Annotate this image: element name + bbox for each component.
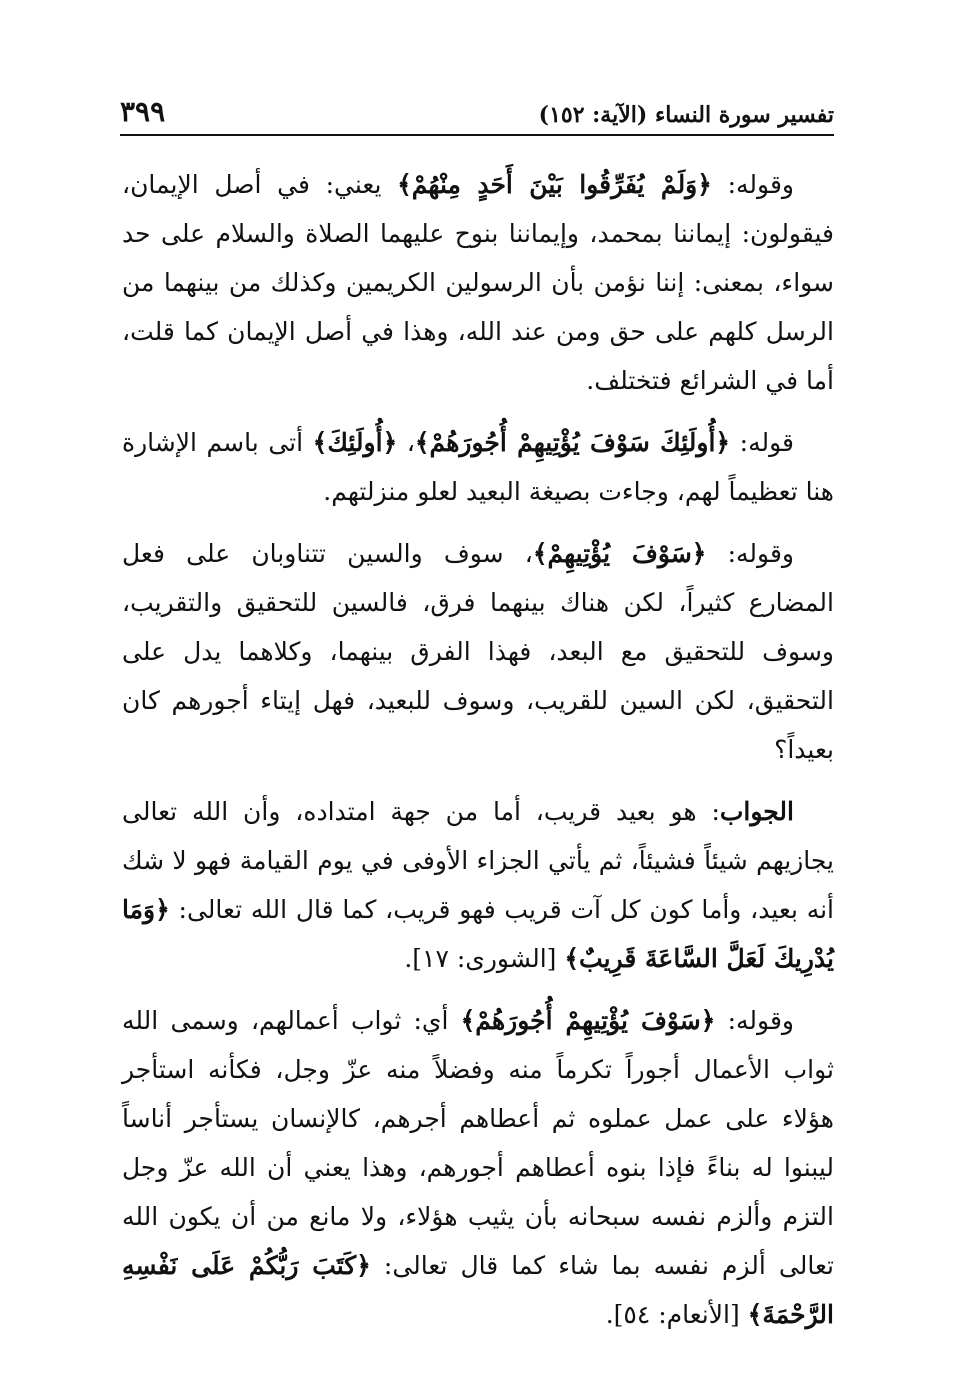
citation: [الأنعام: ٥٤]. — [605, 1300, 748, 1329]
quran-quote: ﴿وَمَا يُدْرِيكَ لَعَلَّ السَّاعَةَ قَرِيبٌ﴾ — [122, 895, 834, 973]
paragraph-text: يعني: في أصل الإيمان، فيقولون: إيماننا بمحمد، وإيماننا بنوح عليهما الصلاة والسلام على حد سواء، بمعنى: إننا نؤمن بأن الرسولين الكريمين وكذلك من بينهما من الرسل كلهم على حق ومن عند الله، وهذا في أصل الإيمان كما قلت، أما في الشرائع فتختلف. — [122, 170, 834, 395]
paragraph-text: : هو بعيد قريب، أما من جهة امتداده، وأن الله تعالى يجازيهم شيئاً فشيئاً، ثم يأتي الجزاء الأوفى في يوم القيامة فهو لا شك أنه بعيد، وأما كون كل آت قريب فهو قريب، كما قال الله تعالى: — [122, 797, 834, 924]
answer-label: الجواب — [719, 797, 794, 826]
paragraph-intro: وقوله: — [711, 170, 794, 199]
page-number: ٣٩٩ — [120, 95, 166, 128]
paragraph-2 — [122, 418, 834, 516]
quran-quote: ﴿سَوْفَ يُؤْتِيهِمْ أُجُورَهُمْ﴾ — [460, 1006, 716, 1035]
paragraph-3 — [122, 529, 834, 774]
separator: ، — [397, 428, 415, 457]
paragraph-intro: وقوله: — [715, 1006, 794, 1035]
quran-quote: ﴿كَتَبَ رَبُّكُمْ عَلَى نَفْسِهِ الرَّحْمَةَ﴾ — [122, 1251, 834, 1329]
citation: [الشورى: ١٧]. — [404, 944, 565, 973]
paragraph-4 — [122, 787, 834, 983]
paragraph-intro: قوله: — [730, 428, 794, 457]
paragraph-intro: وقوله: — [706, 539, 794, 568]
header-rule — [120, 134, 834, 136]
quran-quote: ﴿وَلَمْ يُفَرِّقُوا بَيْنَ أَحَدٍ مِنْهُمْ﴾ — [397, 170, 712, 199]
paragraph-text: أي: ثواب أعمالهم، وسمى الله ثواب الأعمال أجوراً تكرماً منه وفضلاً منه عزّ وجل، فكأنه استأجر هؤلاء على عمل عملوه ثم أعطاهم أجرهم، كالإنسان يستأجر أناساً ليبنوا له بناءً فإذا بنوه أعطاهم أجورهم، وهذا يعني أن الله عزّ وجل التزم وألزم نفسه سبحانه بأن يثيب هؤلاء، ولا مانع من أن يكون الله تعالى ألزم نفسه بما شاء كما قال تعالى: — [122, 1006, 834, 1280]
paragraph-text: ، سوف والسين تتناوبان على فعل المضارع كثيراً، لكن هناك بينهما فرق، فالسين للتحقيق والتقريب، وسوف للتحقيق مع البعد، فهذا الفرق بينهما، وكلاهما يدل على التحقيق، لكن السين للقريب، وسوف للبعيد، فهل إيتاء أجورهم كان بعيداً؟ — [122, 539, 834, 764]
running-title: تفسير سورة النساء (الآية: ١٥٢) — [538, 102, 834, 128]
paragraph-1 — [122, 160, 834, 405]
page-header — [120, 88, 834, 128]
quran-quote: ﴿أُولَئِكَ سَوْفَ يُؤْتِيهِمْ أُجُورَهُمْ﴾ — [414, 428, 731, 457]
quran-quote: ﴿أُولَئِكَ﴾ — [312, 428, 398, 457]
paragraph-5 — [122, 996, 834, 1339]
quran-quote: ﴿سَوْفَ يُؤْتِيهِمْ﴾ — [532, 539, 707, 568]
page-body — [122, 160, 834, 1352]
paragraph-text: أتى باسم الإشارة هنا تعظيماً لهم، وجاءت بصيغة البعيد لعلو منزلتهم. — [122, 428, 834, 506]
